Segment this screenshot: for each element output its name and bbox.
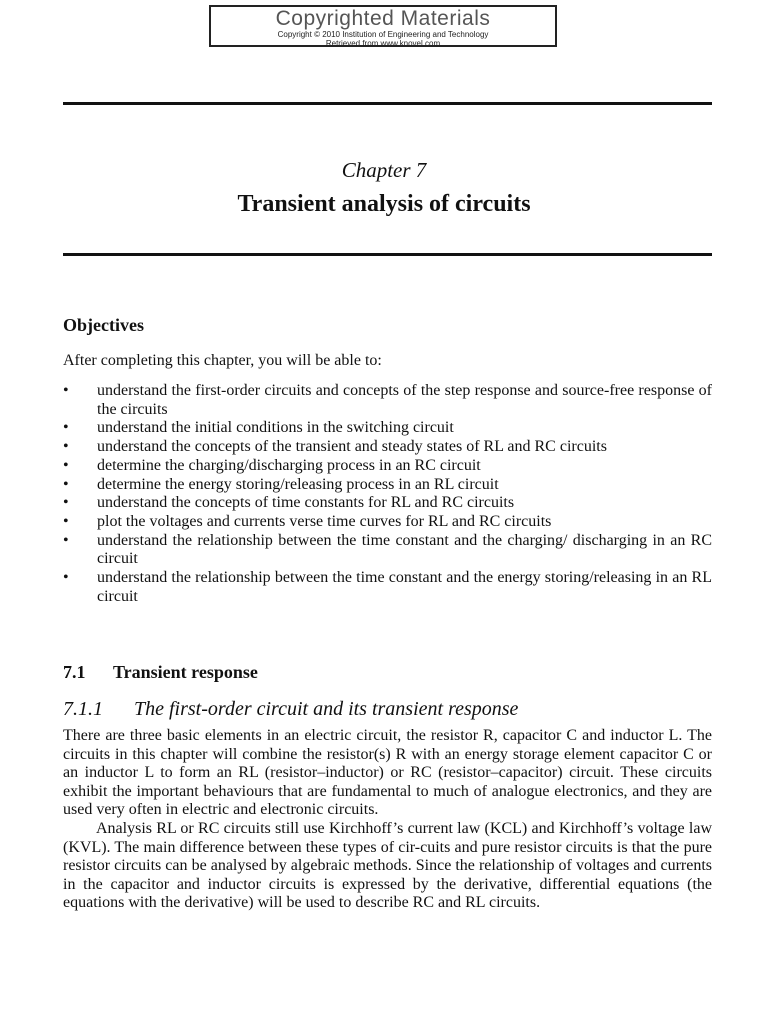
paragraph: Analysis RL or RC circuits still use Kirchhoff’s current law (KCL) and Kirchhoff’s voltage law (KVL). The main difference between these types of cir-cuits and pure resistor circuits is that the pure resistor circuits can be analysed by algebraic methods. Since the relationship of voltages and currents in the capacitor and inductor circuits is expressed by the derivative, differential equations (the equations with the derivative) will be used to describe RC and RL circuits. [63,819,712,912]
list-item-text: understand the concepts of time constants for RL and RC circuits [97,494,515,512]
list-item-text: plot the voltages and currents verse time curves for RL and RC circuits [97,512,552,530]
list-item-text: understand the first-order circuits and concepts of the step response and source-free response of the circuits [97,382,712,418]
objectives-intro: After completing this chapter, you will be able to: [63,352,382,369]
list-item [63,513,712,532]
list-item [63,438,712,457]
subsection-heading [63,698,518,721]
copyright-watermark [209,5,557,47]
bullet-icon: • [63,475,69,493]
list-item [63,457,712,476]
section-number: 7.1 [63,662,86,682]
list-item-text: determine the energy storing/releasing process in an RL circuit [97,475,499,493]
chapter-label: Chapter 7 [341,158,427,182]
list-item-text: understand the relationship between the time constant and the charging/ discharging in an RC circuit [97,531,712,568]
objectives-list [63,382,712,606]
subsection-title: The first-order circuit and its transient response [134,698,519,720]
bullet-icon: • [63,512,69,530]
list-item-text: understand the relationship between the time constant and the energy storing/releasing in an RL circuit [97,569,712,605]
list-item [63,476,712,495]
bullet-icon: • [63,531,69,549]
paragraph: There are three basic elements in an electric circuit, the resistor R, capacitor C and inductor L. The circuits in this chapter will combine the resistor(s) R with an energy storage element capacitor C or an inductor L to form an RL (resistor–inductor) or RC (resistor–capacitor) circuit. These circuits exhibit the important behaviours that are fundamental to much of analogue electronics, and they are used very often in electric and electronic circuits. [63,727,712,819]
list-item [63,532,712,569]
bottom-rule [63,253,712,256]
bullet-icon: • [63,569,69,587]
watermark-copyright-line: Copyright © 2010 Institution of Engineering and Technology [277,30,489,39]
bullet-icon: • [63,456,69,474]
bullet-icon: • [63,382,69,399]
list-item [63,419,712,438]
chapter-title: Transient analysis of circuits [237,191,531,217]
bullet-icon: • [63,419,69,437]
list-item-text: determine the charging/discharging process in an RC circuit [97,456,481,474]
list-item-text: understand the concepts of the transient and steady states of RL and RC circuits [97,438,607,456]
bullet-icon: • [63,438,69,456]
body-text [63,727,712,913]
section-heading [63,662,258,683]
list-item [63,569,712,606]
list-item [63,494,712,513]
subsection-number: 7.1.1 [63,698,103,720]
section-title: Transient response [113,662,258,682]
list-item [63,382,712,419]
watermark-title: Copyrighted Materials [275,7,491,30]
bullet-icon: • [63,494,69,512]
watermark-source-line: Retrieved from www.knovel.com [325,39,441,48]
objectives-heading: Objectives [63,315,144,335]
list-item-text: understand the initial conditions in the switching circuit [97,419,454,437]
top-rule [63,102,712,105]
